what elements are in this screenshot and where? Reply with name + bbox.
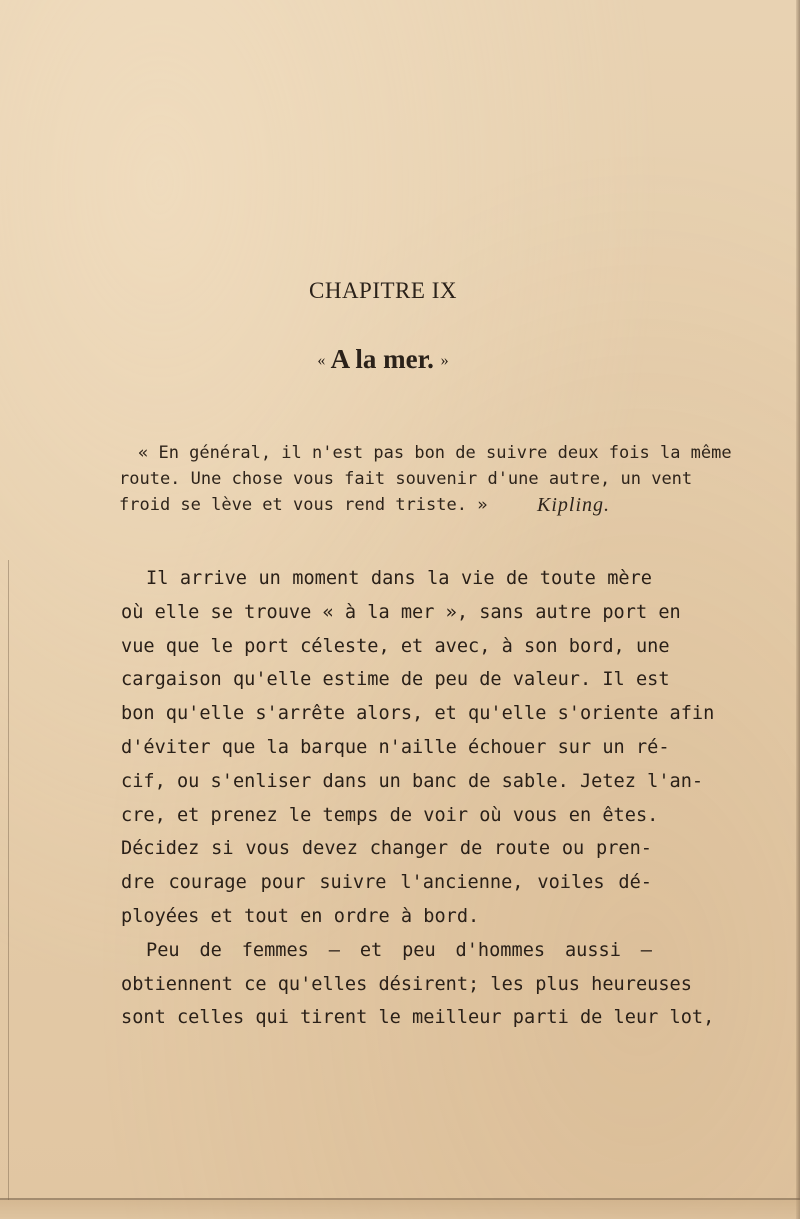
page-bottom-edge <box>0 1198 800 1219</box>
epigraph-attribution: Kipling. <box>537 494 611 516</box>
body-line: où elle se trouve « à la mer », sans autre port en <box>121 601 681 623</box>
epigraph <box>119 440 732 518</box>
epigraph-line: froid se lève et vous rend triste. » <box>119 495 488 515</box>
body-text <box>121 562 715 1035</box>
body-line: cre, et prenez le temps de voir où vous en êtes. <box>121 804 659 826</box>
body-line: cif, ou s'enliser dans un banc de sable. Jetez l'an- <box>121 770 704 792</box>
epigraph-line: « En général, il n'est pas bon de suivre deux fois la même <box>138 443 732 463</box>
body-line: sont celles qui tirent le meilleur parti de leur lot, <box>121 1007 715 1029</box>
body-line: bon qu'elle s'arrête alors, et qu'elle s'oriente afin <box>121 703 715 725</box>
chapter-title <box>0 344 766 375</box>
body-line: Décidez si vous devez changer de route ou pren- <box>121 838 652 860</box>
title-close-quote: » <box>440 352 449 369</box>
page-left-edge <box>0 560 9 1200</box>
body-line: obtiennent ce qu'elles désirent; les plus heureuses <box>121 973 692 995</box>
body-line: Il arrive un moment dans la vie de toute mère <box>146 568 652 589</box>
page-right-edge <box>796 0 800 1219</box>
body-line: ployées et tout en ordre à bord. <box>121 905 480 927</box>
epigraph-line-last <box>119 492 650 518</box>
body-line: d'éviter que la barque n'aille échouer sur un ré- <box>121 736 670 758</box>
title-open-quote: « <box>317 352 326 369</box>
body-line: vue que le port céleste, et avec, à son bord, une <box>121 635 670 657</box>
chapter-heading: CHAPITRE IX <box>309 278 457 303</box>
epigraph-line: route. Une chose vous fait souvenir d'une autre, un vent <box>119 469 693 489</box>
body-line: Peu de femmes — et peu d'hommes aussi — <box>146 939 652 961</box>
body-line: dre courage pour suivre l'ancienne, voiles dé- <box>121 872 652 894</box>
chapter-title-text: A la mer. <box>330 344 434 374</box>
body-line: cargaison qu'elle estime de peu de valeur. Il est <box>121 669 670 691</box>
